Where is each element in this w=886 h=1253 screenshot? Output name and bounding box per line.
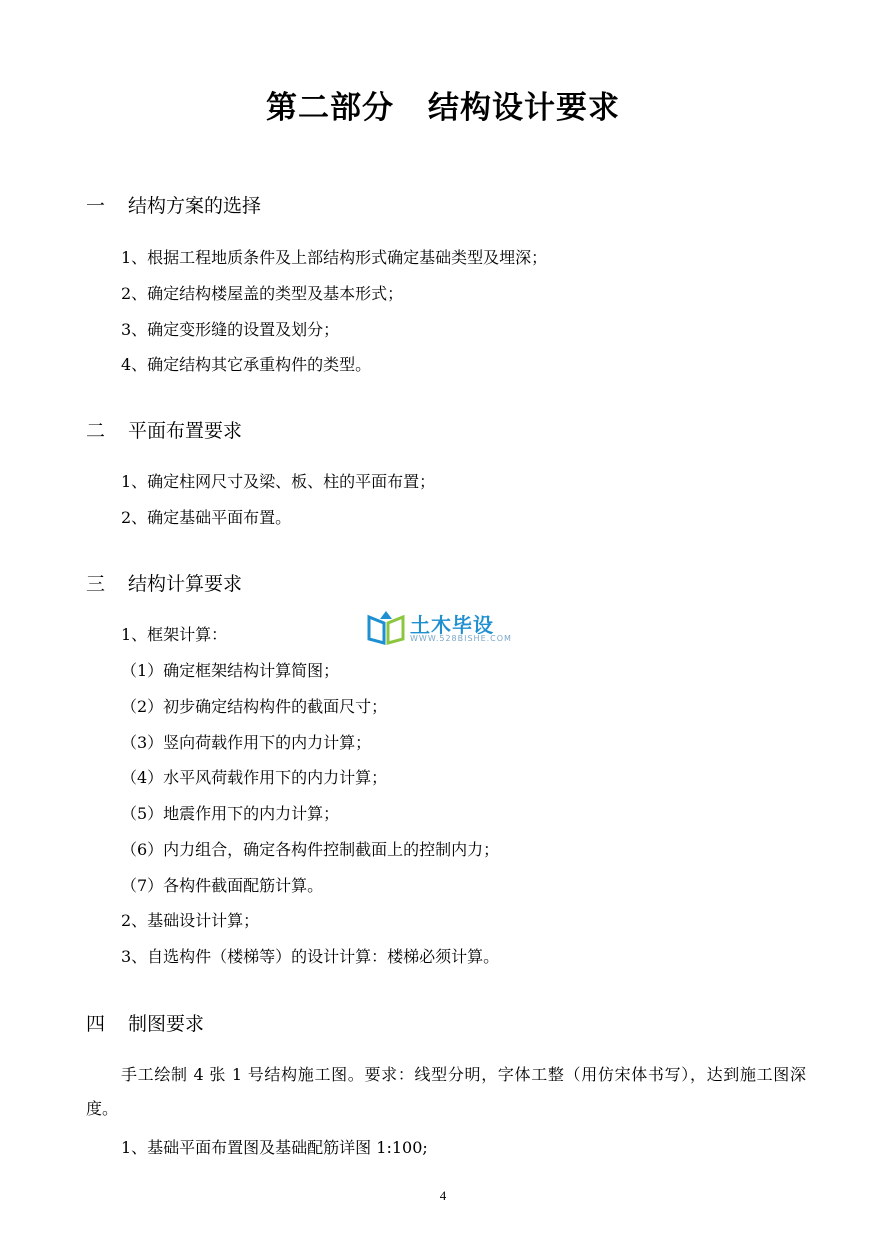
section-title: 结构方案的选择 <box>128 195 262 217</box>
list-item: 1、确定柱网尺寸及梁、板、柱的平面布置； <box>121 472 436 491</box>
list-item: 1、基础平面布置图及基础配筋详图 1:100; <box>121 1138 428 1157</box>
list-item: 2、基础设计计算； <box>121 911 260 930</box>
page-number: 4 <box>439 1188 447 1203</box>
watermark-logo <box>366 607 526 647</box>
body-paragraph: 手工绘制 4 张 1 号结构施工图。要求：线型分明，字体工整（用仿宋体书写），达到施工图深度。 <box>86 1065 806 1118</box>
section-title: 平面布置要求 <box>128 420 243 442</box>
list-item: （4）水平风荷载作用下的内力计算； <box>121 768 388 787</box>
list-item: （7）各构件截面配筋计算。 <box>121 876 324 895</box>
list-item: （3）竖向荷载作用下的内力计算； <box>121 733 372 752</box>
page-title <box>0 82 886 127</box>
list-item: （5）地震作用下的内力计算； <box>121 804 340 823</box>
list-item: 3、自选构件（楼梯等）的设计计算：楼梯必须计算。 <box>121 947 500 966</box>
section-heading-4 <box>86 1012 204 1036</box>
section-title: 制图要求 <box>128 1013 205 1035</box>
list-item: 1、框架计算： <box>121 625 228 644</box>
section-heading-1 <box>86 194 261 218</box>
list-item: 1、根据工程地质条件及上部结构形式确定基础类型及埋深； <box>121 248 548 267</box>
section-heading-2 <box>86 419 242 443</box>
list-item: （1）确定框架结构计算简图； <box>121 661 340 680</box>
section-number: 二 <box>86 420 106 442</box>
list-item: （6）内力组合，确定各构件控制截面上的控制内力； <box>121 840 500 859</box>
watermark-url: WWW.528BISHE.COM <box>410 634 512 643</box>
section-number: 四 <box>86 1013 106 1035</box>
list-item: （2）初步确定结构构件的截面尺寸； <box>121 697 388 716</box>
section-heading-3 <box>86 572 242 596</box>
title-part1: 第二部分 <box>266 90 394 126</box>
section-title: 结构计算要求 <box>128 573 243 595</box>
book-logo-icon <box>366 609 406 645</box>
list-item: 2、确定结构楼屋盖的类型及基本形式； <box>121 284 404 303</box>
list-item: 4、确定结构其它承重构件的类型。 <box>121 355 372 374</box>
list-item: 2、确定基础平面布置。 <box>121 508 292 527</box>
title-part2: 结构设计要求 <box>428 90 620 126</box>
section-number: 三 <box>86 573 106 595</box>
watermark-text: 土木毕设 <box>410 613 494 637</box>
list-item: 3、确定变形缝的设置及划分； <box>121 320 340 339</box>
section-number: 一 <box>86 195 106 217</box>
